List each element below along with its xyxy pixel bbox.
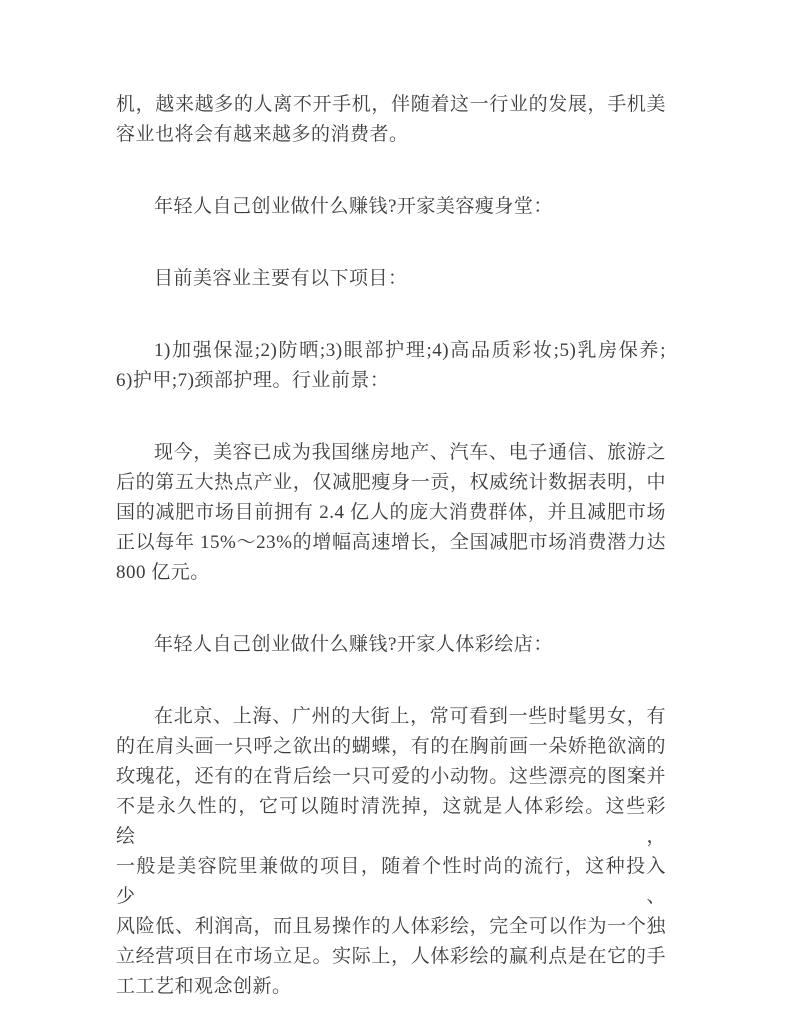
text-line: 容业也将会有越来越多的消费者。 bbox=[116, 124, 409, 145]
text-line: 现今，美容已成为我国继房地产、汽车、电子通信、旅游之 bbox=[154, 442, 666, 463]
body-paragraph bbox=[116, 336, 666, 396]
text-line: 1)加强保湿;2)防晒;3)眼部护理;4)高品质彩妆;5)乳房保养; bbox=[154, 340, 666, 361]
text-line: 一般是美容院里兼做的项目，随着个性时尚的流行，这种投入少、 bbox=[116, 856, 666, 907]
text-line: 年轻人自己创业做什么赚钱?开家人体彩绘店： bbox=[154, 634, 553, 655]
text-line: 立经营项目在市场立足。实际上，人体彩绘的赢利点是在它的手 bbox=[116, 946, 666, 967]
text-line: 国的减肥市场目前拥有 2.4 亿人的庞大消费群体，并且减肥市场 bbox=[116, 502, 666, 523]
body-paragraph bbox=[116, 702, 666, 1002]
text-line: 后的第五大热点产业，仅减肥瘦身一贡，权威统计数据表明，中 bbox=[116, 472, 666, 493]
text-line: 风险低、利润高，而且易操作的人体彩绘，完全可以作为一个独 bbox=[116, 916, 666, 937]
body-paragraph bbox=[116, 90, 666, 150]
document-body bbox=[116, 90, 666, 1036]
heading-paragraph bbox=[116, 192, 666, 222]
body-paragraph bbox=[116, 438, 666, 588]
text-line: 年轻人自己创业做什么赚钱?开家美容瘦身堂： bbox=[154, 196, 553, 217]
text-line: 目前美容业主要有以下项目： bbox=[154, 268, 408, 289]
text-line: 工工艺和观念创新。 bbox=[116, 976, 292, 997]
text-line: 正以每年 15%～23%的增幅高速增长，全国减肥市场消费潜力达 bbox=[116, 532, 666, 553]
body-paragraph bbox=[116, 264, 666, 294]
text-line: 不是永久性的，它可以随时清洗掉，这就是人体彩绘。这些彩绘， bbox=[116, 796, 666, 847]
text-line: 的在肩头画一只呼之欲出的蝴蝶，有的在胸前画一朵娇艳欲滴的 bbox=[116, 736, 666, 757]
text-line: 800 亿元。 bbox=[116, 562, 210, 583]
text-line: 机，越来越多的人离不开手机，伴随着这一行业的发展，手机美 bbox=[116, 94, 666, 115]
text-line: 玫瑰花，还有的在背后绘一只可爱的小动物。这些漂亮的图案并 bbox=[116, 766, 666, 787]
heading-paragraph bbox=[116, 630, 666, 660]
text-line: 6)护甲;7)颈部护理。行业前景： bbox=[116, 370, 390, 391]
text-line: 在北京、上海、广州的大街上，常可看到一些时髦男女，有 bbox=[154, 706, 666, 727]
